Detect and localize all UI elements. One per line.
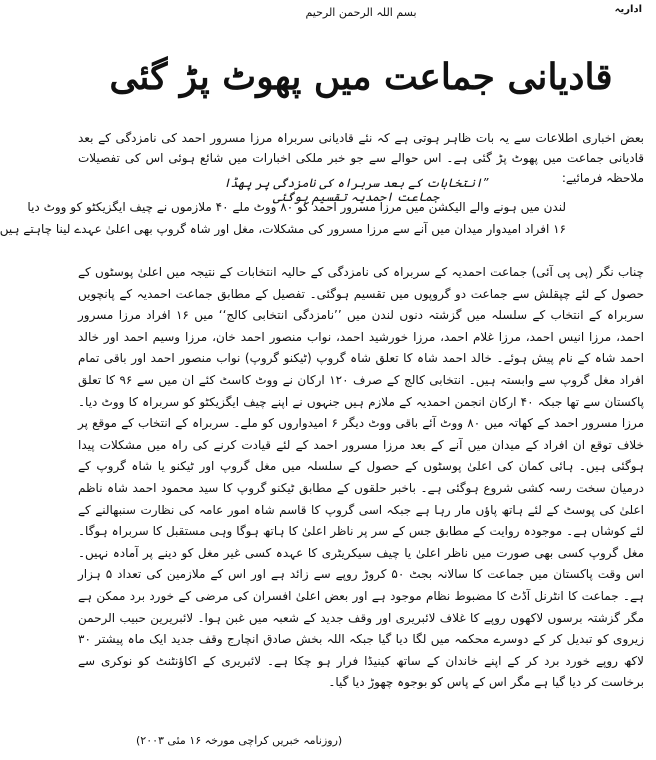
body-text: چناب نگر (پی پی آئی) جماعت احمدیہ کے سربراہ کی نامزدگی کے حالیہ انتخابات کے نتیجہ میں اعلیٰ پوسٹوں کے حصول کے لئے چپقلش سے جماعت دو گروپوں میں تقسیم ہوگئی۔ تفصیل کے مطابق جماعت احمدیہ کے پانچویں سربراہ کے انتخاب کے سلسلہ میں گزشتہ دنوں لندن میں ’’نامزدگی انتخابی کالج‘‘ میں ۱۶ افراد مرزا مسرور احمد، مرزا انیس احمد، مرزا غلام احمد، مرزا خورشید احمد، نواب منصور احمد خان، مرزا وسیم احمد اور خالد احمد شاہ کے نام پیش ہوئے۔ خالد احمد شاہ کا تعلق شاہ گروپ (ٹیکنو گروپ) نواب منصور احمد اور باقی تمام افراد مغل گروپ سے وابستہ ہیں۔ انتخابی کالج کے صرف ۱۲۰ ارکان نے ووٹ کاسٹ کئے ان میں سے ۹۶ کا تعلق پاکستان سے تھا جبکہ ۴۰ ارکان انجمن احمدیہ کے ملازم ہیں جنہوں نے اپنے چیف ایگزیکٹو کو سربراہ کا ووٹ دیا۔ مرزا مسرور احمد کے کھاتہ میں ۸۰ ووٹ آئے باقی ووٹ دیگر ۶ امیدواروں کو ملے۔ سربراہ کے انتخاب کے موقع پر خلاف توقع ان افراد کے میدان میں آنے کے بعد مرزا مسرور احمد کے لئے قیادت کرنے کی راہ میں مشکلات پیدا ہوگئی ہیں۔ ہائی کمان کی اعلیٰ پوسٹوں کے حصول کے سلسلہ میں مغل گروپ اور ٹیکنو یا شاہ گروپ کے درمیان سخت رسہ کشی شروع ہوگئی ہے۔ باخبر حلقوں کے مطابق ٹیکنو گروپ کا سید محمود احمد شاہ ناظم اعلیٰ کی پوسٹ کے لئے ہاتھ پاؤں مار رہا ہے جبکہ اسی گروپ کا قاسم شاہ امور عامہ کی نظارت سنبھالنے کے لئے کوشاں ہے۔ موجودہ روایت کے مطابق جس کے سر پر ناظر اعلیٰ کا ہاتھ ہوگا وہی مستقبل کا سربراہ ہوگا۔ مغل گروپ کسی بھی صورت میں ناظر اعلیٰ یا چیف سیکریٹری کا عہدہ کسی غیر مغل کو دینے پر آمادہ نہیں۔ اس وقت پاکستان میں جماعت کا سالانہ بجٹ ۵۰ کروڑ روپے سے زائد ہے اور اس کے ملازمین کی تعداد ۵ ہزار ہے۔ جماعت کا انٹرنل آڈٹ کا مضبوط نظام موجود ہے اور بعض اعلیٰ افسران کی مرضی کے خورد برد ممکن ہے مگر گزشتہ برسوں لاکھوں روپے کا غلاف لائبریری اور وقف جدید کے شعبہ میں غبن ہوا۔ لائبریرین حبیب الرحمن زیروی کو تبدیل کر کے دوسرے محکمہ میں لگا دیا گیا جبکہ اللہ بخش صادق انچارج وقف جدید ایک ماہ پیشتر ۳۰ لاکھ روپے خورد برد کر کے اپنے خاندان کے ساتھ کینیڈا فرار ہو چکا ہے۔ لائبریری کے اکاؤنٹنٹ کو نوکری سے برخاست کر دیا گیا ہے مگر اس کے پاس کو بوجوہ چھوڑ دیا گیا۔ (78, 265, 645, 690)
highlight-line: لندن میں ہونے والے الیکشن میں مرزا مسرور احمد کو ۸۰ ووٹ ملے ۴۰ ملازموں نے چیف ایگزیکٹو کو ووٹ دیا (27, 200, 566, 214)
section-label: اداریہ (614, 4, 642, 15)
news-quote-heading: ”انتخابات کے بعد سربراہ کی نامزدگی پر پھڈا جماعت احمدیہ تقسیم ہوگئی (223, 176, 489, 204)
source-citation: (روزنامہ خبریں کراچی مورخہ ۱۶ مئی ۲۰۰۳) (136, 734, 343, 747)
page-title: قادیانی جماعت میں پھوٹ پڑ گئی (109, 56, 613, 98)
intro-paragraph: بعض اخباری اطلاعات سے یہ بات ظاہر ہوتی ہے کہ نئے قادیانی سربراہ مرزا مسرور احمد کی نامزدگی کے بعد قادیانی جماعت میں پھوٹ پڑ گئی ہے۔ اس حوالے سے جو خبر ملکی اخبارات میں شائع ہوئی اس کی تفصیلات ملاحظہ فرمائیے: (78, 131, 644, 185)
bismillah-line: بسم اللہ الرحمن الرحیم (305, 6, 417, 19)
news-highlights (0, 196, 566, 240)
highlight-line: ۱۶ افراد امیدوار میدان میں آنے سے مرزا مسرور کی مشکلات، مغل اور شاہ گروپ بھی اعلیٰ عہدے لینا چاہتے ہیں (0, 222, 566, 236)
